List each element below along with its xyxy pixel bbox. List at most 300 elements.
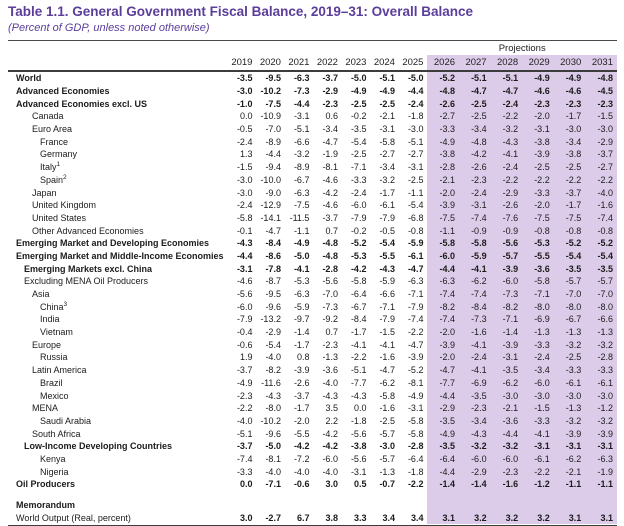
value-cell: -4.4	[427, 465, 459, 478]
value-cell: -3.5	[554, 262, 586, 275]
row-label: Memorandum	[16, 500, 76, 511]
value-cell: -7.2	[293, 453, 310, 464]
value-cell: -3.2	[585, 338, 617, 351]
value-cell: -5.8	[522, 275, 554, 288]
value-cell: -3.4	[554, 135, 586, 148]
value-cell: -1.1	[585, 478, 617, 491]
value-cell	[313, 499, 342, 512]
value-cell: -4.6	[554, 85, 586, 98]
value-cell: -4.9	[427, 427, 459, 440]
value-cell: -7.6	[491, 212, 523, 225]
value-cell: -6.6	[293, 136, 310, 147]
value-cell: -3.9	[585, 427, 617, 440]
value-cell: -2.6	[491, 199, 523, 212]
value-cell	[427, 499, 459, 512]
value-cell: 0.0	[353, 403, 367, 414]
value-cell: -3.0	[522, 389, 554, 402]
value-cell: -7.1	[350, 162, 367, 173]
value-cell: 3.2	[459, 511, 491, 524]
value-cell: -7.1	[379, 301, 395, 312]
value-cell: -2.6	[427, 97, 459, 110]
value-cell: -3.0	[236, 174, 253, 185]
value-cell: -5.2	[427, 71, 459, 85]
value-cell: -3.3	[522, 186, 554, 199]
value-cell: -8.2	[491, 300, 523, 313]
value-cell: -3.1	[554, 440, 586, 453]
table-row	[8, 174, 617, 187]
value-cell: -1.5	[236, 162, 253, 173]
row-label: Emerging Market and Middle-Income Economies	[16, 250, 224, 261]
value-cell: -2.3	[585, 97, 617, 110]
value-cell: -3.3	[585, 364, 617, 377]
value-cell: -2.9	[265, 327, 281, 338]
value-cell: -5.9	[379, 276, 395, 287]
value-cell: -5.8	[350, 276, 367, 287]
value-cell: -3.5	[491, 364, 523, 377]
value-cell: -5.1	[407, 136, 424, 147]
value-cell: -3.1	[407, 162, 424, 173]
value-cell: -4.4	[407, 86, 424, 97]
value-cell: -1.3	[554, 326, 586, 339]
value-cell: -7.0	[585, 288, 617, 301]
value-cell: -4.1	[379, 339, 395, 350]
value-cell: -1.1	[554, 478, 586, 491]
value-cell: -3.4	[322, 124, 338, 135]
value-cell: -6.2	[459, 275, 491, 288]
value-cell: 0.6	[325, 111, 338, 122]
value-cell: -6.3	[293, 187, 310, 198]
row-label: United States	[32, 212, 87, 223]
value-cell: -5.1	[379, 73, 395, 84]
value-cell: -3.1	[459, 199, 491, 212]
value-cell: -6.0	[491, 453, 523, 466]
value-cell: -3.0	[379, 441, 395, 452]
value-cell: -4.0	[265, 466, 281, 477]
value-cell: -3.5	[459, 389, 491, 402]
value-cell: -3.5	[585, 262, 617, 275]
value-cell: 3.0	[325, 479, 338, 490]
value-cell: -2.5	[350, 98, 367, 109]
value-cell: -3.4	[459, 415, 491, 428]
value-cell: 3.5	[325, 403, 338, 414]
value-cell: -7.7	[427, 377, 459, 390]
value-cell: -5.3	[522, 237, 554, 250]
value-cell: -0.5	[236, 124, 253, 135]
value-cell: -2.5	[522, 161, 554, 174]
value-cell: -6.1	[585, 377, 617, 390]
value-cell: -3.1	[522, 440, 554, 453]
table-row	[8, 186, 617, 199]
footnote-marker: 1	[56, 161, 61, 169]
value-cell: -14.1	[260, 212, 281, 223]
value-cell: -4.1	[522, 427, 554, 440]
value-cell: -2.5	[407, 174, 424, 185]
value-cell: -4.7	[427, 364, 459, 377]
value-cell: -8.6	[265, 250, 281, 261]
value-cell: -3.3	[522, 415, 554, 428]
value-cell: -4.9	[407, 390, 424, 401]
value-cell: -6.9	[459, 377, 491, 390]
value-cell: -7.4	[407, 314, 424, 325]
row-label: Spain$^2$	[40, 173, 67, 185]
value-cell: -3.2	[379, 174, 395, 185]
value-cell: -2.9	[491, 186, 523, 199]
value-cell: -4.1	[293, 263, 310, 274]
table-row	[8, 440, 617, 453]
value-cell: 3.1	[427, 511, 459, 524]
row-label: Nigeria	[40, 466, 69, 477]
value-cell: -5.7	[554, 275, 586, 288]
table-row	[8, 237, 617, 250]
value-cell: -5.1	[459, 71, 491, 85]
value-cell: -6.4	[407, 453, 424, 464]
value-cell: -6.7	[293, 174, 310, 185]
row-label: Russia	[40, 352, 68, 363]
value-cell: -4.3	[379, 263, 395, 274]
value-cell: -7.5	[522, 212, 554, 225]
value-cell: -2.6	[293, 377, 310, 388]
value-cell: -5.7	[379, 428, 395, 439]
value-cell: -7.9	[379, 212, 395, 223]
year-header: 2020	[256, 55, 285, 71]
value-cell: -5.4	[554, 250, 586, 263]
value-cell: -7.1	[265, 479, 281, 490]
value-cell: -5.6	[350, 453, 367, 464]
value-cell: 1.3	[239, 149, 253, 160]
value-cell: -4.1	[459, 364, 491, 377]
table-row	[8, 402, 617, 415]
value-cell: -0.5	[379, 225, 395, 236]
value-cell: -6.1	[554, 377, 586, 390]
table-row	[8, 123, 617, 136]
value-cell: -7.0	[322, 289, 338, 300]
value-cell: -5.8	[407, 415, 424, 426]
value-cell: -3.0	[236, 86, 253, 97]
value-cell: -4.4	[427, 389, 459, 402]
value-cell: -7.4	[427, 288, 459, 301]
value-cell: -7.1	[491, 313, 523, 326]
value-cell: -6.3	[407, 276, 424, 287]
value-cell: -9.5	[265, 289, 281, 300]
value-cell: -3.6	[522, 262, 554, 275]
value-cell: -5.0	[265, 441, 281, 452]
value-cell: -3.7	[554, 186, 586, 199]
value-cell: -5.4	[585, 250, 617, 263]
fiscal-balance-table	[8, 42, 617, 524]
value-cell	[342, 499, 371, 512]
value-cell: -2.1	[491, 402, 523, 415]
value-cell: -5.8	[379, 136, 395, 147]
value-cell	[399, 499, 428, 512]
value-cell: -1.7	[350, 327, 367, 338]
value-cell: -8.4	[459, 300, 491, 313]
value-cell: -1.6	[585, 199, 617, 212]
value-cell: -4.2	[322, 428, 338, 439]
value-cell: -6.2	[379, 377, 395, 388]
value-cell: -1.1	[407, 187, 424, 198]
value-cell: -1.1	[293, 225, 310, 236]
value-cell: -3.0	[236, 187, 253, 198]
value-cell: -2.2	[554, 174, 586, 187]
row-label: World Output (Real, percent)	[16, 512, 131, 523]
value-cell: -2.0	[522, 110, 554, 123]
value-cell: -3.9	[293, 365, 310, 376]
table-row	[8, 389, 617, 402]
value-cell: -2.5	[459, 97, 491, 110]
value-cell: -0.8	[585, 224, 617, 237]
row-label: France	[40, 136, 69, 147]
value-cell: -4.6	[236, 276, 253, 287]
value-cell: 3.3	[353, 512, 367, 523]
value-cell: -5.9	[459, 250, 491, 263]
value-cell: -4.3	[236, 238, 253, 249]
value-cell: -0.9	[491, 224, 523, 237]
value-cell: -7.1	[407, 289, 424, 300]
row-label: Italy$^1$	[40, 161, 61, 173]
value-cell: -2.5	[554, 351, 586, 364]
value-cell: -0.2	[350, 111, 367, 122]
value-cell: -6.0	[522, 377, 554, 390]
value-cell: -5.6	[350, 428, 367, 439]
table-row	[8, 338, 617, 351]
value-cell: -6.3	[293, 289, 310, 300]
value-cell: -4.4	[293, 98, 310, 109]
value-cell: -1.3	[554, 402, 586, 415]
value-cell: -5.1	[350, 365, 367, 376]
value-cell	[370, 499, 399, 512]
value-cell: -1.4	[459, 478, 491, 491]
value-cell: -3.9	[554, 427, 586, 440]
value-cell: -2.1	[427, 174, 459, 187]
value-cell: -2.4	[491, 97, 523, 110]
value-cell: -3.4	[522, 364, 554, 377]
value-cell: -1.2	[585, 402, 617, 415]
value-cell: -2.3	[459, 174, 491, 187]
row-label: Vietnam	[40, 327, 73, 338]
value-cell: -5.0	[293, 250, 310, 261]
year-header: 2025	[399, 55, 428, 71]
value-cell: -1.4	[491, 326, 523, 339]
value-cell: -4.1	[491, 148, 523, 161]
value-cell: -3.2	[554, 338, 586, 351]
value-cell: -3.1	[350, 466, 367, 477]
table-row	[8, 262, 617, 275]
value-cell: -4.7	[407, 339, 424, 350]
value-cell: -1.3	[585, 326, 617, 339]
value-cell: 1.9	[239, 352, 253, 363]
value-cell: -2.0	[427, 326, 459, 339]
value-cell: -3.4	[459, 123, 491, 136]
value-cell: -0.6	[293, 479, 310, 490]
table-row	[8, 364, 617, 377]
value-cell: -7.3	[293, 86, 310, 97]
value-cell: -3.5	[427, 415, 459, 428]
value-cell: -11.5	[289, 212, 310, 223]
value-cell: -5.4	[265, 339, 281, 350]
value-cell: -5.5	[379, 250, 395, 261]
value-cell: -0.4	[236, 327, 253, 338]
projections-label: Projections	[498, 43, 546, 54]
row-label: Kenya	[40, 453, 66, 464]
value-cell: -2.2	[491, 174, 523, 187]
table-row	[8, 427, 617, 440]
value-cell: 3.4	[410, 512, 424, 523]
value-cell: -4.8	[322, 238, 338, 249]
value-cell: -2.7	[427, 110, 459, 123]
value-cell: -2.4	[459, 351, 491, 364]
value-cell: -4.7	[379, 365, 395, 376]
value-cell: -7.5	[427, 212, 459, 225]
value-cell: 6.7	[296, 512, 310, 523]
value-cell: -2.5	[350, 149, 367, 160]
year-header-row	[8, 55, 617, 71]
table-row	[8, 313, 617, 326]
value-cell: -2.3	[322, 98, 338, 109]
value-cell: -3.2	[491, 440, 523, 453]
value-cell: 3.1	[554, 511, 586, 524]
value-cell: -4.0	[293, 466, 310, 477]
value-cell: -4.3	[350, 390, 367, 401]
table-row	[8, 212, 617, 225]
value-cell: -7.7	[350, 377, 367, 388]
value-cell: -11.6	[261, 377, 281, 388]
value-cell: 0.7	[325, 327, 338, 338]
table-row	[8, 161, 617, 174]
table-row	[8, 288, 617, 301]
value-cell: -3.9	[522, 148, 554, 161]
table-row	[8, 148, 617, 161]
value-cell: -6.1	[407, 250, 424, 261]
row-label: Saudi Arabia	[40, 415, 92, 426]
value-cell: -5.1	[236, 428, 253, 439]
row-label: Excluding MENA Oil Producers	[24, 276, 149, 287]
table-row	[8, 224, 617, 237]
value-cell: -7.8	[265, 263, 281, 274]
value-cell: -6.2	[491, 377, 523, 390]
value-cell: -4.9	[427, 135, 459, 148]
value-cell: -1.4	[427, 478, 459, 491]
value-cell: -2.5	[379, 98, 395, 109]
value-cell: -7.9	[236, 314, 253, 325]
value-cell: -2.2	[522, 465, 554, 478]
row-label: India	[40, 314, 60, 325]
value-cell: -4.3	[322, 390, 338, 401]
value-cell	[256, 499, 285, 512]
value-cell: -2.3	[459, 402, 491, 415]
table-row	[8, 110, 617, 123]
value-cell: 3.1	[585, 511, 617, 524]
year-header: 2026	[427, 55, 459, 71]
value-cell: -5.6	[322, 276, 338, 287]
value-cell: -7.4	[459, 288, 491, 301]
value-cell: -3.4	[379, 162, 395, 173]
value-cell: -8.0	[522, 300, 554, 313]
value-cell: -8.4	[350, 314, 367, 325]
value-cell: -4.8	[459, 135, 491, 148]
value-cell: -4.3	[491, 135, 523, 148]
value-cell: -2.2	[407, 327, 424, 338]
value-cell: -4.7	[407, 263, 424, 274]
value-cell: -0.7	[379, 479, 395, 490]
value-cell: -4.6	[522, 85, 554, 98]
value-cell: -7.3	[322, 301, 338, 312]
value-cell: -3.8	[427, 148, 459, 161]
value-cell: -4.7	[491, 85, 523, 98]
value-cell: -3.7	[585, 148, 617, 161]
value-cell: -2.3	[522, 97, 554, 110]
header-rule	[8, 40, 617, 41]
year-header: 2024	[370, 55, 399, 71]
row-label: Canada	[32, 111, 64, 122]
value-cell: -7.5	[293, 200, 310, 211]
value-cell: 0.0	[239, 479, 253, 490]
table-row	[8, 465, 617, 478]
value-cell: -7.4	[236, 453, 253, 464]
value-cell: -4.0	[322, 377, 338, 388]
value-cell: -2.7	[379, 149, 395, 160]
value-cell: -1.6	[379, 403, 395, 414]
value-cell: -10.0	[260, 174, 281, 185]
value-cell: -3.9	[427, 338, 459, 351]
value-cell: -2.4	[350, 187, 367, 198]
row-label: Asia	[32, 289, 50, 300]
value-cell: -2.0	[427, 186, 459, 199]
value-cell: -4.0	[585, 186, 617, 199]
value-cell: -4.4	[491, 427, 523, 440]
value-cell: -2.2	[491, 110, 523, 123]
value-cell: -4.2	[350, 263, 367, 274]
value-cell: -5.6	[491, 237, 523, 250]
value-cell: -2.3	[491, 465, 523, 478]
row-label: Oil Producers	[16, 479, 76, 490]
value-cell: -1.9	[322, 149, 338, 160]
value-cell: -3.7	[322, 73, 338, 84]
value-cell: -4.8	[322, 250, 338, 261]
value-cell: -1.6	[459, 326, 491, 339]
value-cell: -6.0	[322, 453, 338, 464]
value-cell: -8.1	[322, 162, 338, 173]
value-cell: -5.2	[554, 237, 586, 250]
table-row	[8, 499, 617, 512]
value-cell: -3.1	[491, 351, 523, 364]
value-cell: -4.8	[427, 85, 459, 98]
value-cell: -10.2	[260, 415, 281, 426]
table-row	[8, 300, 617, 313]
value-cell: -2.2	[407, 479, 424, 490]
value-cell: -6.0	[427, 250, 459, 263]
value-cell: -3.7	[236, 441, 253, 452]
value-cell: -1.8	[407, 466, 424, 477]
value-cell: -2.4	[407, 98, 424, 109]
value-cell: -8.7	[265, 276, 281, 287]
row-label: Low-Income Developing Countries	[24, 441, 173, 452]
value-cell: -3.2	[554, 415, 586, 428]
value-cell: -3.2	[491, 123, 523, 136]
value-cell: -5.1	[293, 124, 310, 135]
value-cell: -5.2	[350, 238, 367, 249]
value-cell: -7.9	[350, 212, 367, 223]
value-cell	[228, 499, 257, 512]
value-cell: -3.7	[322, 212, 338, 223]
value-cell: -6.6	[585, 313, 617, 326]
value-cell: -3.0	[585, 123, 617, 136]
row-label: Euro Area	[32, 124, 73, 135]
value-cell: -1.5	[522, 402, 554, 415]
value-cell: -4.2	[293, 441, 310, 452]
value-cell: -6.9	[522, 313, 554, 326]
value-cell: -1.5	[585, 110, 617, 123]
table-row	[8, 85, 617, 98]
